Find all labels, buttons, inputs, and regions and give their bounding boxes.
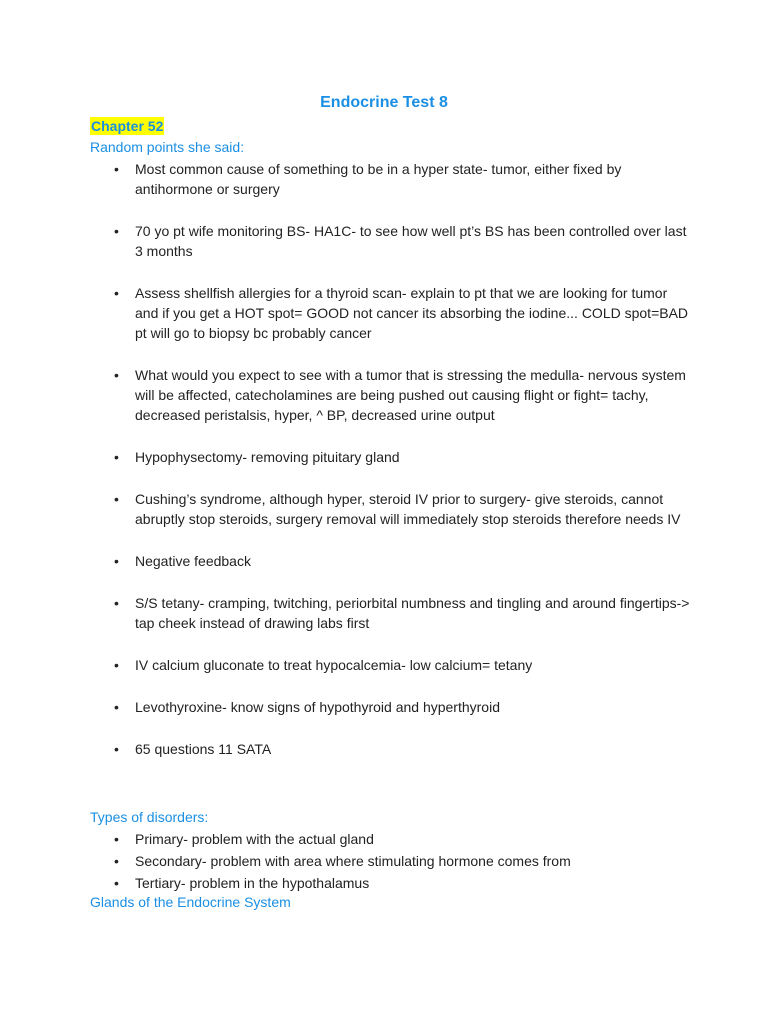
list-item: • IV calcium gluconate to treat hypocalcemia- low calcium= tetany <box>90 655 690 675</box>
list-item: • 70 yo pt wife monitoring BS- HA1C- to see how well pt’s BS has been controlled over last 3 months <box>90 221 690 261</box>
types-of-disorders-heading: Types of disorders: <box>90 809 209 825</box>
list-item: • Primary- problem with the actual gland <box>90 829 690 849</box>
list-item: • Most common cause of something to be in a hyper state- tumor, either fixed by antihormone or surgery <box>90 159 690 199</box>
list-item: • Hypophysectomy- removing pituitary gland <box>90 447 690 467</box>
list-item: • Cushing’s syndrome, although hyper, steroid IV prior to surgery- give steroids, cannot abruptly stop steroids, surgery removal will immediately stop steroids therefore needs IV <box>90 489 690 529</box>
list-item: • Tertiary- problem in the hypothalamus <box>90 873 690 893</box>
list-item: • Negative feedback <box>90 551 690 571</box>
list-item: • 65 questions 11 SATA <box>90 739 690 759</box>
list-item: • Secondary- problem with area where stimulating hormone comes from <box>90 851 690 871</box>
random-points-list <box>90 159 690 781</box>
chapter-heading: Chapter 52 <box>91 118 164 134</box>
list-item: • What would you expect to see with a tumor that is stressing the medulla- nervous system will be affected, catecholamines are being pushed out causing flight or fight= tachy, decreased peristalsis, hyper, ^ BP, decreased urine output <box>90 365 690 425</box>
document-title: Endocrine Test 8 <box>320 94 448 111</box>
list-item: • Assess shellfish allergies for a thyroid scan- explain to pt that we are looking for tumor and if you get a HOT spot= GOOD not cancer its absorbing the iodine... COLD spot=BAD pt will go to biopsy bc probably cancer <box>90 283 690 343</box>
glands-heading: Glands of the Endocrine System <box>90 894 291 910</box>
list-item: • S/S tetany- cramping, twitching, periorbital numbness and tingling and around fingertips-> tap cheek instead of drawing labs first <box>90 593 690 633</box>
list-item: • Levothyroxine- know signs of hypothyroid and hyperthyroid <box>90 697 690 717</box>
random-points-heading: Random points she said: <box>90 139 245 155</box>
types-of-disorders-list <box>90 829 690 895</box>
